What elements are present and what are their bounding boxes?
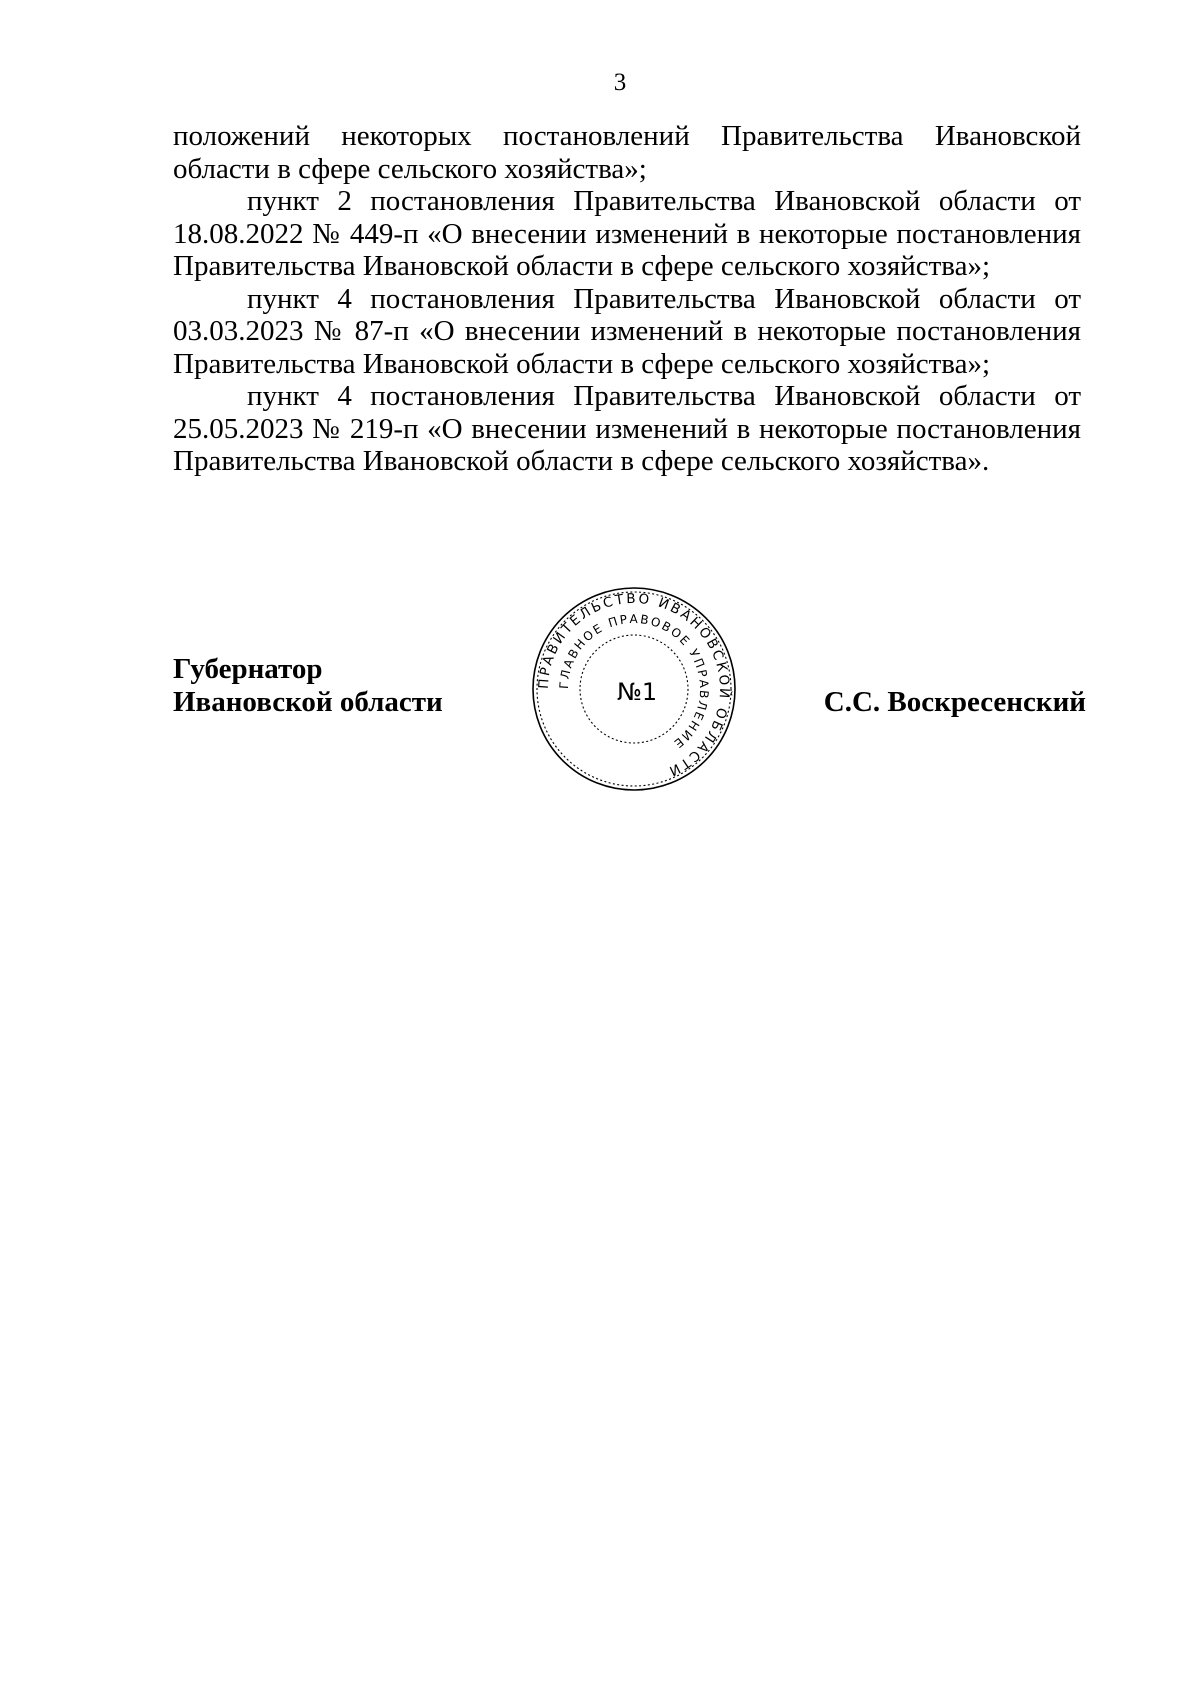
- signatory-name: С.С. Воскресенский: [823, 686, 1086, 718]
- stamp-center-text: №1: [616, 678, 658, 706]
- signatory-position-line: Губернатор: [173, 653, 323, 685]
- stamp-inner-text: ГЛАВНОЕ ПРАВОВОЕ УПРАВЛЕНИЕ: [556, 611, 712, 752]
- stamp-outer-text: ПРАВИТЕЛЬСТВО ИВАНОВСКОЙ ОБЛАСТИ: [535, 590, 733, 780]
- paragraph: пункт 2 постановления Правительства Ивановской области от 18.08.2022 № 449-п «О внесении изменений в некоторые постановления Правительства Ивановской области в сфере сельского хозяйства»;: [173, 185, 1081, 282]
- paragraph: положений некоторых постановлений Правительства Ивановской области в сфере сельского хозяйства»;: [173, 120, 1081, 185]
- document-body: [173, 120, 1081, 478]
- paragraph: пункт 4 постановления Правительства Ивановской области от 25.05.2023 № 219-п «О внесении изменений в некоторые постановления Правительства Ивановской области в сфере сельского хозяйства».: [173, 380, 1081, 477]
- page-number: 3: [613, 69, 627, 96]
- signatory-position-line: Ивановской области: [173, 686, 443, 718]
- paragraph: пункт 4 постановления Правительства Ивановской области от 03.03.2023 № 87-п «О внесении изменений в некоторые постановления Правительства Ивановской области в сфере сельского хозяйства»;: [173, 282, 1081, 380]
- signatory-position: [173, 653, 443, 719]
- official-stamp: [529, 584, 739, 794]
